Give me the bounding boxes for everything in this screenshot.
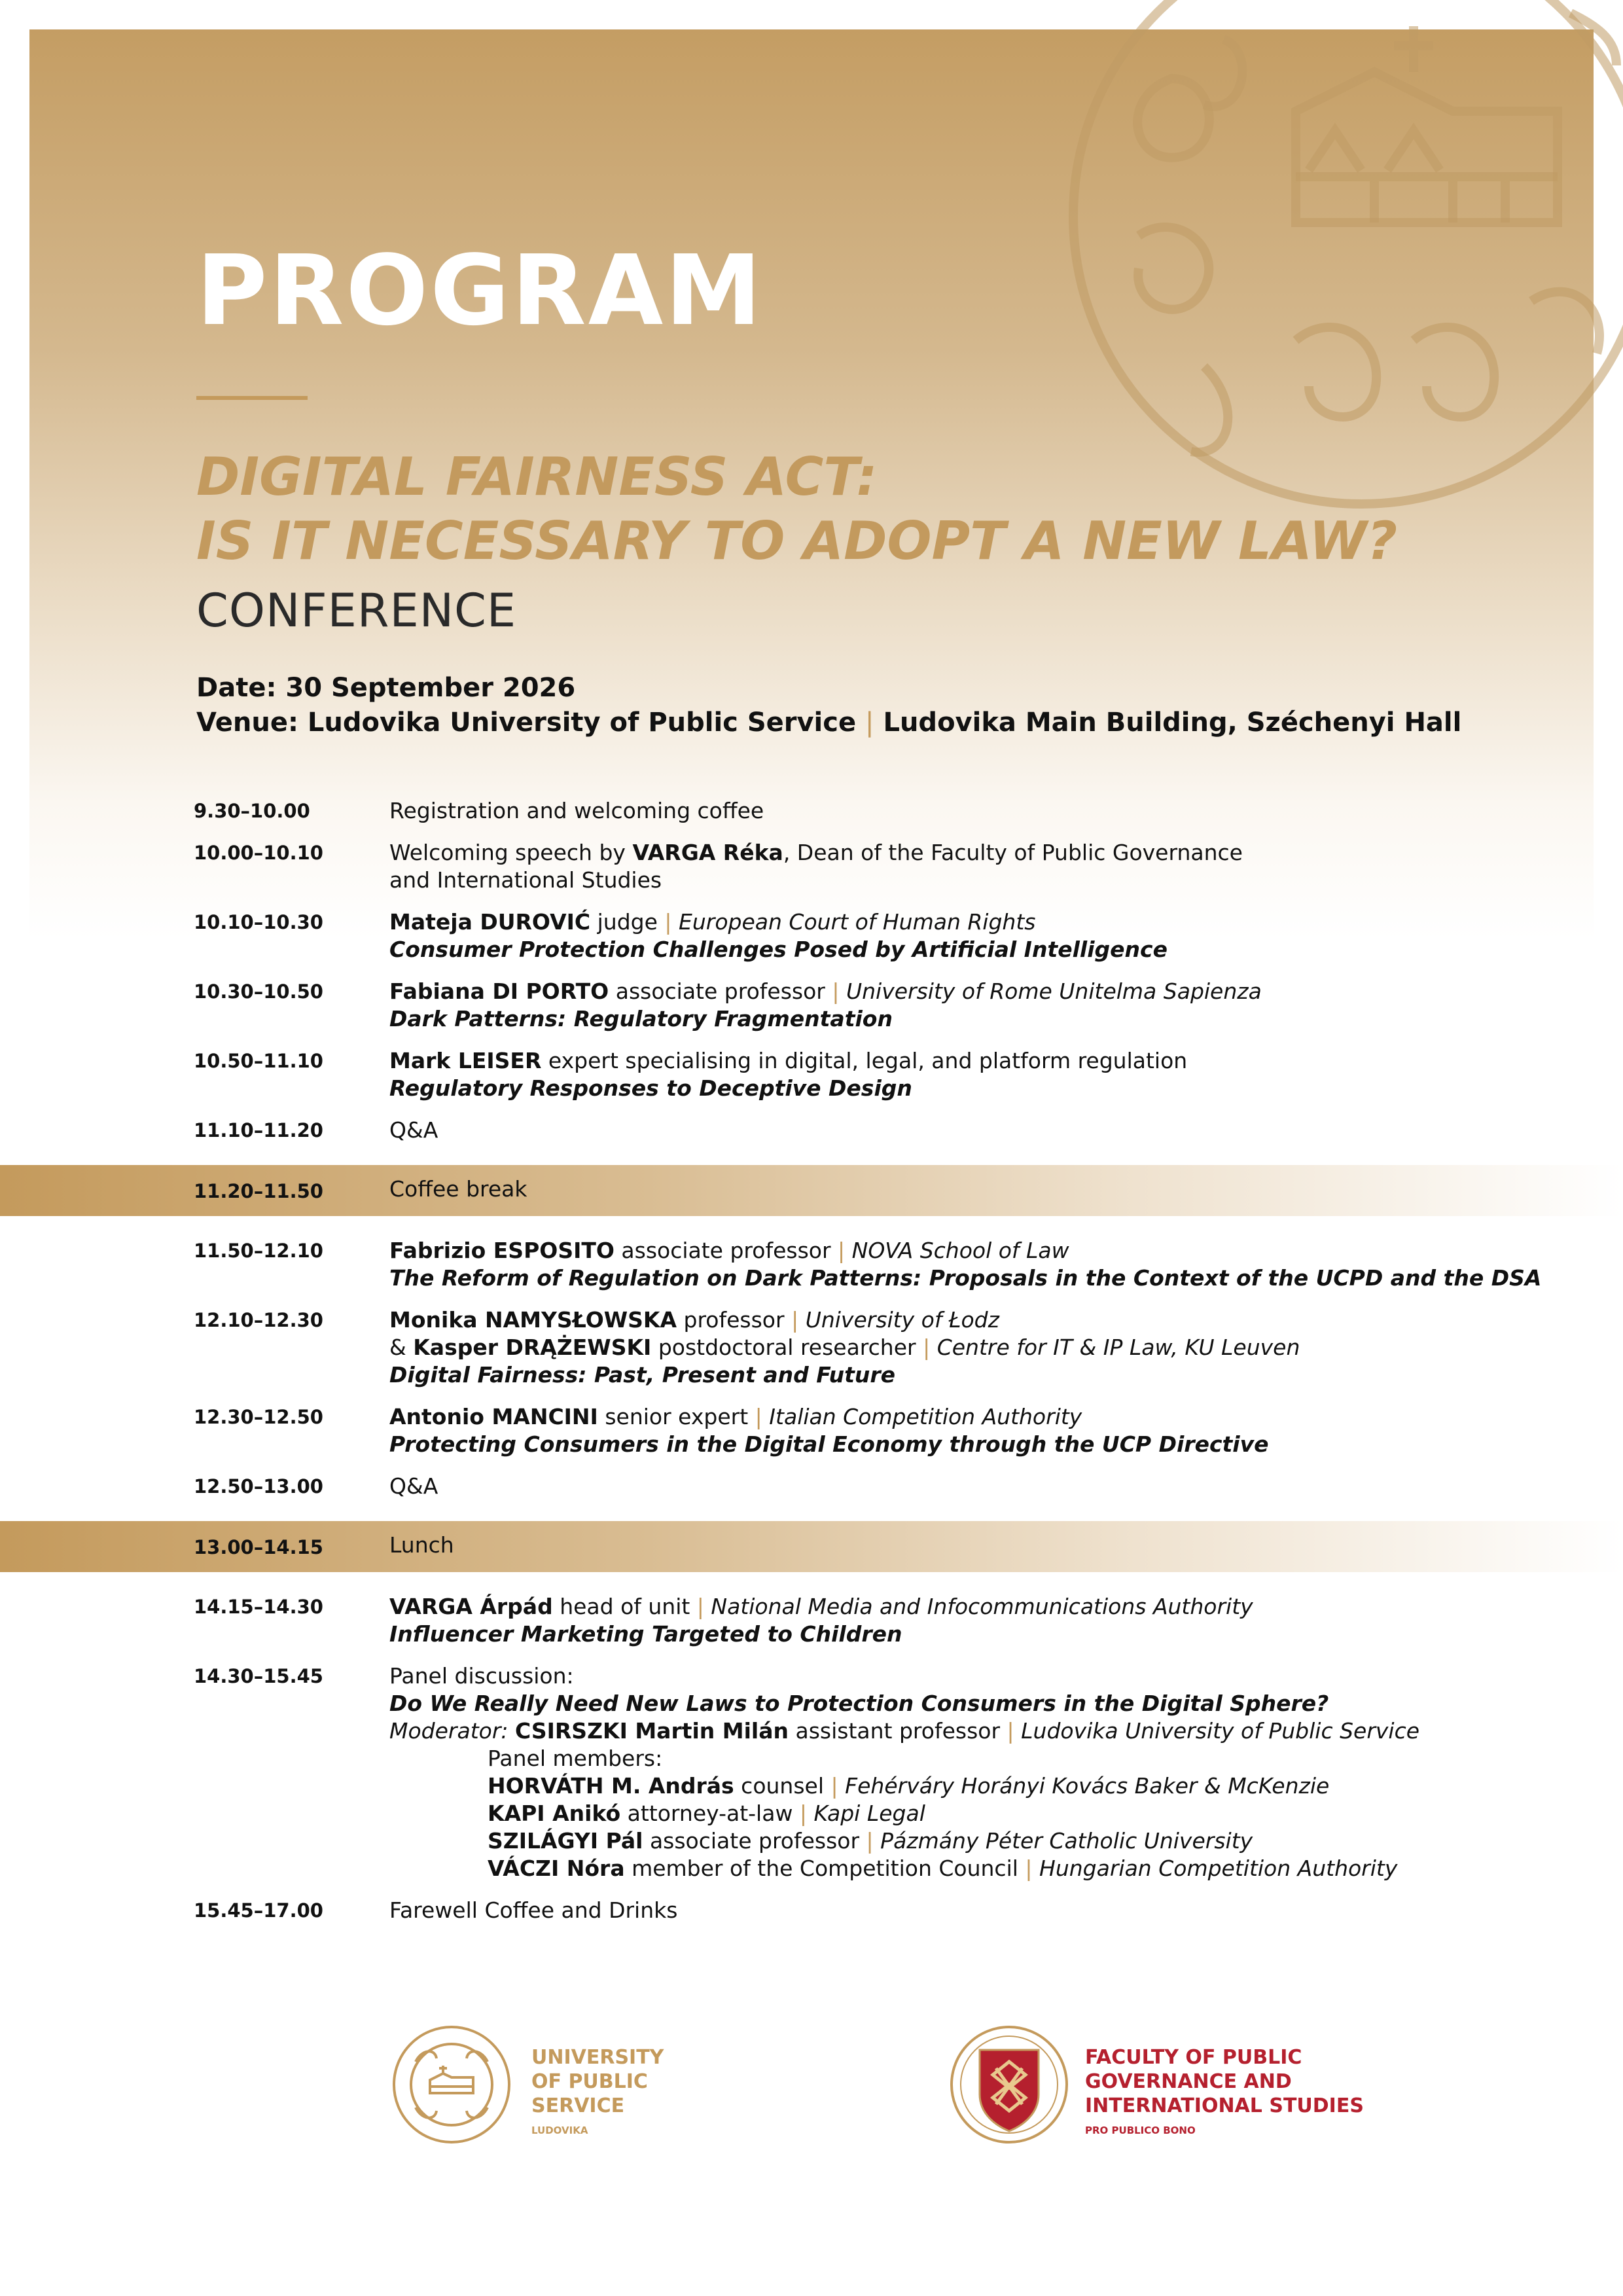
speaker-name: CSIRSZKI Martin Milán bbox=[515, 1718, 789, 1744]
speaker-organisation: University of Łodz bbox=[805, 1307, 999, 1333]
time-slot: 10.30–10.50 bbox=[194, 980, 323, 1003]
speaker-name: VARGA Árpád bbox=[389, 1594, 553, 1619]
speaker-line bbox=[389, 1047, 1623, 1075]
speaker-organisation: Kapi Legal bbox=[813, 1801, 925, 1826]
time-slot: 10.00–10.10 bbox=[194, 842, 323, 864]
separator: | bbox=[664, 909, 672, 935]
panel-member bbox=[488, 1827, 1623, 1855]
speaker-name: HORVÁTH M. András bbox=[488, 1773, 734, 1799]
speaker-role: postdoctoral researcher bbox=[651, 1335, 923, 1360]
university-name-line-3: SERVICE bbox=[531, 2094, 625, 2117]
schedule-row bbox=[0, 978, 1623, 1047]
session-title: Registration and welcoming coffee bbox=[389, 798, 764, 823]
separator: | bbox=[799, 1801, 808, 1826]
speaker-role: attorney-at-law bbox=[620, 1801, 800, 1826]
time-slot: 10.10–10.30 bbox=[194, 911, 323, 933]
speaker-name: KAPI Anikó bbox=[488, 1801, 621, 1826]
speaker-organisation: Hungarian Competition Authority bbox=[1039, 1856, 1398, 1881]
schedule-row bbox=[0, 1047, 1623, 1117]
schedule-row bbox=[0, 1117, 1623, 1151]
session-title bbox=[389, 839, 1623, 867]
ampersand: & bbox=[389, 1335, 414, 1360]
separator: | bbox=[923, 1335, 931, 1360]
talk-title: Consumer Protection Challenges Posed by Artificial Intelligence bbox=[389, 937, 1168, 962]
speaker-role: head of unit bbox=[552, 1594, 697, 1619]
separator: | bbox=[832, 978, 840, 1004]
speaker-name: VÁCZI Nóra bbox=[488, 1856, 625, 1881]
panel-member bbox=[488, 1855, 1623, 1882]
speaker-name: Mark LEISER bbox=[389, 1048, 542, 1073]
speaker-organisation: Italian Competition Authority bbox=[769, 1404, 1082, 1429]
speaker-role: , Dean of the Faculty of Public Governance bbox=[783, 840, 1243, 865]
schedule-row bbox=[0, 908, 1623, 978]
moderator-line bbox=[389, 1717, 1623, 1745]
university-subtitle: LUDOVIKA bbox=[531, 2125, 588, 2136]
talk-title: Regulatory Responses to Deceptive Design bbox=[389, 1075, 912, 1101]
speaker-role: assistant professor bbox=[789, 1718, 1007, 1744]
time-slot: 13.00–14.15 bbox=[194, 1536, 323, 1558]
session-title: Q&A bbox=[389, 1473, 438, 1499]
panel-members-label: Panel members: bbox=[488, 1746, 663, 1771]
talk-title: Protecting Consumers in the Digital Economy through the UCP Directive bbox=[389, 1431, 1269, 1457]
event-date: Date: 30 September 2026 bbox=[196, 673, 576, 703]
venue-institution: Venue: Ludovika University of Public Service bbox=[196, 707, 857, 738]
panel-member bbox=[488, 1772, 1623, 1800]
time-slot: 10.50–11.10 bbox=[194, 1050, 323, 1072]
speaker-line bbox=[389, 1403, 1623, 1431]
talk-title: Dark Patterns: Regulatory Fragmentation bbox=[389, 1006, 893, 1031]
faculty-name-line-1: FACULTY OF PUBLIC bbox=[1085, 2046, 1302, 2069]
schedule bbox=[0, 797, 1623, 1931]
faculty-name-line-3: INTERNATIONAL STUDIES bbox=[1085, 2094, 1364, 2117]
session-title: Lunch bbox=[389, 1532, 454, 1558]
venue-place: Ludovika Main Building, Széchenyi Hall bbox=[883, 707, 1462, 738]
separator: | bbox=[755, 1404, 762, 1429]
time-slot: 12.30–12.50 bbox=[194, 1406, 323, 1428]
schedule-row bbox=[0, 1897, 1623, 1931]
speaker-role: associate professor bbox=[643, 1828, 866, 1854]
schedule-row bbox=[0, 1473, 1623, 1507]
time-slot: 11.10–11.20 bbox=[194, 1119, 323, 1141]
speaker-name: Monika NAMYSŁOWSKA bbox=[389, 1307, 677, 1333]
event-venue bbox=[196, 706, 1461, 740]
time-slot: 11.20–11.50 bbox=[194, 1180, 323, 1202]
speaker-name: VARGA Réka bbox=[632, 840, 783, 865]
speaker-name: Fabiana DI PORTO bbox=[389, 978, 609, 1004]
schedule-row bbox=[0, 797, 1623, 839]
title-divider bbox=[196, 396, 308, 400]
panel-label: Panel discussion: bbox=[389, 1663, 574, 1689]
time-slot: 15.45–17.00 bbox=[194, 1899, 323, 1922]
speaker-line bbox=[389, 1593, 1623, 1621]
talk-title: Influencer Marketing Targeted to Children bbox=[389, 1621, 902, 1647]
speaker-role: counsel bbox=[734, 1773, 831, 1799]
event-details bbox=[196, 671, 1461, 740]
speaker-line bbox=[389, 978, 1623, 1005]
schedule-row bbox=[0, 839, 1623, 908]
session-title: Coffee break bbox=[389, 1176, 527, 1202]
speaker-role: expert specialising in digital, legal, and platform regulation bbox=[541, 1048, 1188, 1073]
speaker-line bbox=[389, 908, 1623, 936]
panel-members bbox=[488, 1745, 1623, 1882]
time-slot: 9.30–10.00 bbox=[194, 800, 310, 822]
speaker-name: Mateja DUROVIĆ bbox=[389, 909, 591, 935]
faculty-motto: PRO PUBLICO BONO bbox=[1085, 2125, 1196, 2136]
speaker-name: Kasper DRĄŻEWSKI bbox=[413, 1335, 652, 1360]
time-slot: 12.10–12.30 bbox=[194, 1309, 323, 1331]
speaker-role: member of the Competition Council bbox=[624, 1856, 1026, 1881]
time-slot: 14.30–15.45 bbox=[194, 1665, 323, 1687]
session-title-continued: and International Studies bbox=[389, 867, 662, 893]
page-title: PROGRAM bbox=[196, 234, 764, 347]
schedule-row bbox=[0, 1593, 1623, 1662]
university-name-line-1: UNIVERSITY bbox=[531, 2046, 664, 2069]
time-slot: 14.15–14.30 bbox=[194, 1596, 323, 1618]
separator: | bbox=[830, 1773, 838, 1799]
separator: | bbox=[1025, 1856, 1033, 1881]
speaker-organisation: University of Rome Unitelma Sapienza bbox=[846, 978, 1262, 1004]
separator: | bbox=[791, 1307, 799, 1333]
footer-logos bbox=[0, 2022, 1623, 2193]
speaker-role: judge bbox=[590, 909, 665, 935]
speaker-name: SZILÁGYI Pál bbox=[488, 1828, 643, 1854]
faculty-shield-icon bbox=[947, 2022, 1071, 2147]
panel-member bbox=[488, 1800, 1623, 1827]
speaker-role: professor bbox=[677, 1307, 792, 1333]
speaker-line bbox=[389, 1334, 1623, 1361]
session-title: Q&A bbox=[389, 1117, 438, 1143]
break-row bbox=[0, 1521, 1623, 1572]
schedule-row bbox=[0, 1403, 1623, 1473]
break-row bbox=[0, 1165, 1623, 1216]
speaker-name: Fabrizio ESPOSITO bbox=[389, 1238, 615, 1263]
time-slot: 11.50–12.10 bbox=[194, 1240, 323, 1262]
conference-title-line-1: DIGITAL FAIRNESS ACT: bbox=[196, 446, 878, 507]
speaker-organisation: NOVA School of Law bbox=[851, 1238, 1069, 1263]
speaker-organisation: European Court of Human Rights bbox=[679, 909, 1036, 935]
speaker-name: Antonio MANCINI bbox=[389, 1404, 598, 1429]
event-type: CONFERENCE bbox=[196, 584, 517, 637]
speaker-role: senior expert bbox=[597, 1404, 755, 1429]
speaker-organisation: Fehérváry Horányi Kovács Baker & McKenzie bbox=[845, 1773, 1330, 1799]
speaker-organisation: Ludovika University of Public Service bbox=[1021, 1718, 1420, 1744]
separator: | bbox=[1007, 1718, 1014, 1744]
talk-title: Digital Fairness: Past, Present and Future bbox=[389, 1362, 896, 1388]
separator: | bbox=[838, 1238, 846, 1263]
session-title: Farewell Coffee and Drinks bbox=[389, 1897, 678, 1923]
venue-separator: | bbox=[865, 707, 874, 738]
speaker-line bbox=[389, 1237, 1623, 1265]
speaker-role: associate professor bbox=[609, 978, 832, 1004]
session-text: Welcoming speech by bbox=[389, 840, 633, 865]
schedule-row bbox=[0, 1237, 1623, 1306]
separator: | bbox=[696, 1594, 704, 1619]
speaker-organisation: Pázmány Péter Catholic University bbox=[880, 1828, 1253, 1854]
speaker-organisation: National Media and Infocommunications Authority bbox=[711, 1594, 1253, 1619]
speaker-role: associate professor bbox=[614, 1238, 838, 1263]
talk-title: Do We Really Need New Laws to Protection Consumers in the Digital Sphere? bbox=[389, 1691, 1329, 1716]
university-name-line-2: OF PUBLIC bbox=[531, 2070, 648, 2093]
talk-title: The Reform of Regulation on Dark Patterns: Proposals in the Context of the UCPD and the DSA bbox=[389, 1265, 1542, 1291]
faculty-name-line-2: GOVERNANCE AND bbox=[1085, 2070, 1292, 2093]
separator: | bbox=[866, 1828, 874, 1854]
university-emblem-icon bbox=[389, 2022, 514, 2147]
speaker-line bbox=[389, 1306, 1623, 1334]
panel-row bbox=[0, 1662, 1623, 1897]
schedule-row bbox=[0, 1306, 1623, 1403]
time-slot: 12.50–13.00 bbox=[194, 1475, 323, 1498]
conference-title-line-2: IS IT NECESSARY TO ADOPT A NEW LAW? bbox=[196, 510, 1398, 571]
conference-title bbox=[196, 445, 1397, 573]
moderator-label: Moderator: bbox=[389, 1718, 516, 1744]
speaker-organisation: Centre for IT & IP Law, KU Leuven bbox=[936, 1335, 1300, 1360]
